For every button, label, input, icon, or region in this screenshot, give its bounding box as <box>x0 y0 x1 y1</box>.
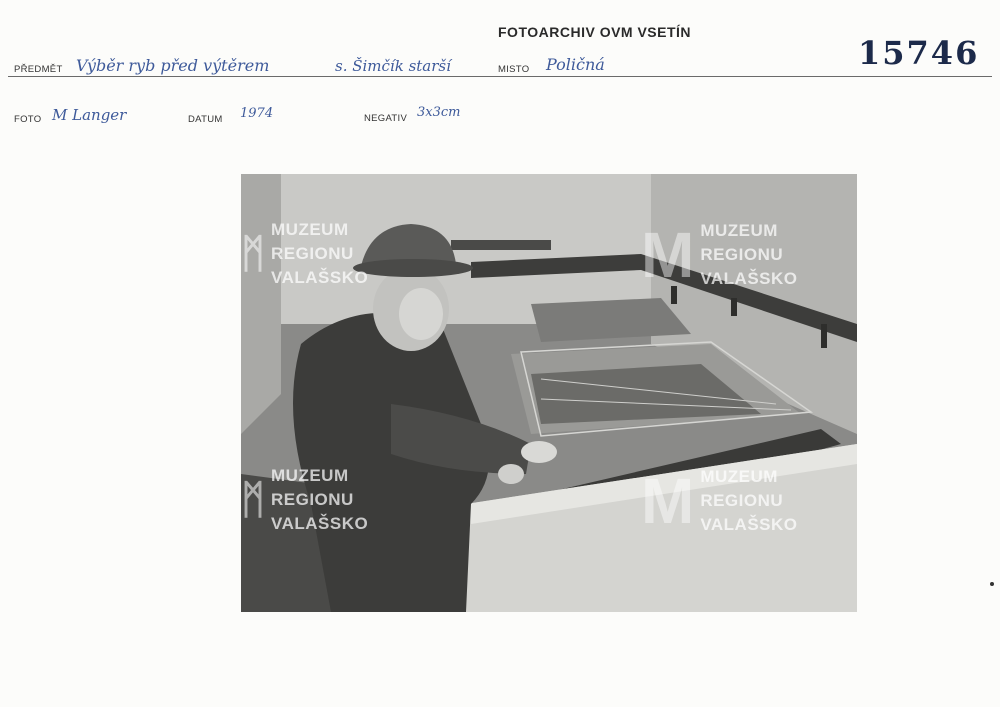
watermark-line-1: MUZEUM <box>700 467 778 486</box>
watermark-line-3: VALAŠSKO <box>271 514 369 533</box>
watermark-line-2: REGIONU <box>700 491 784 510</box>
watermark-line-3: VALAŠSKO <box>700 515 798 534</box>
place-label: MISTO <box>498 64 530 75</box>
date-value: 1974 <box>240 106 274 121</box>
museum-logo-icon: M <box>641 219 695 291</box>
watermark-line-1: MUZEUM <box>271 220 349 239</box>
margin-dot <box>990 582 994 586</box>
watermark-line-1: MUZEUM <box>700 221 778 240</box>
watermark-top-left <box>241 218 368 290</box>
watermark-line-2: REGIONU <box>271 490 354 509</box>
archive-title: FOTOARCHIV OVM VSETÍN <box>498 24 692 40</box>
watermark-line-2: REGIONU <box>271 244 354 263</box>
museum-logo-icon: M <box>641 465 695 537</box>
subject-label: PŘEDMĚT <box>14 64 63 75</box>
place-value: Poličná <box>546 55 605 74</box>
negative-value: 3x3cm <box>417 105 461 120</box>
record-number: 15746 <box>858 34 980 72</box>
watermark-bottom-right <box>641 464 798 538</box>
header-rule <box>8 76 992 77</box>
archive-photo <box>241 174 857 612</box>
photographer-value: M Langer <box>52 106 127 124</box>
museum-logo-icon: ᛗ <box>241 477 265 522</box>
negative-label: NEGATIV <box>364 113 408 124</box>
date-label: DATUM <box>188 114 223 125</box>
photographer-label: FOTO <box>14 114 42 125</box>
museum-logo-icon: ᛗ <box>241 231 265 276</box>
subject-extra: s. Šimčík starší <box>335 57 451 75</box>
watermark-line-1: MUZEUM <box>271 466 349 485</box>
watermark-line-3: VALAŠSKO <box>271 268 369 287</box>
watermark-bottom-left <box>241 464 368 536</box>
watermark-top-right <box>641 218 798 292</box>
watermark-line-3: VALAŠSKO <box>700 269 798 288</box>
subject-value: Výběr ryb před výtěrem <box>76 56 270 75</box>
watermark-line-2: REGIONU <box>700 245 784 264</box>
